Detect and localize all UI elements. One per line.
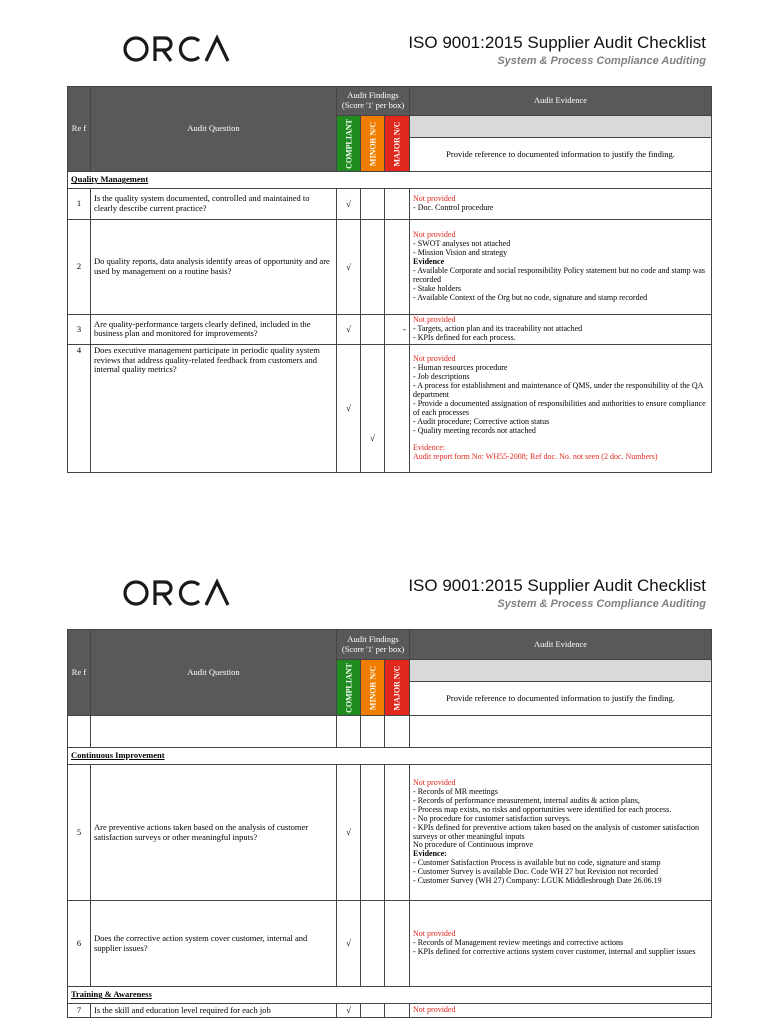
row-minor	[361, 189, 385, 220]
evidence-header: Audit Evidence	[410, 630, 712, 660]
table-row	[68, 901, 712, 987]
orca-logo-mark	[122, 34, 232, 64]
minor-nc-column-header: MINOR N/C	[361, 116, 385, 172]
row-major	[385, 765, 410, 901]
compliant-column-header: COMPLIANT	[337, 660, 361, 716]
evidence-hint: Provide reference to documented information to justify the finding.	[410, 138, 712, 172]
evidence-subheader-blank	[410, 116, 712, 138]
evidence-hint: Provide reference to documented information to justify the finding.	[410, 682, 712, 716]
row-question: Is the quality system documented, controlled and maintained to clearly describe current practice?	[91, 189, 337, 220]
row-question: Does the corrective action system cover customer, internal and supplier issues?	[91, 901, 337, 987]
row-major	[385, 220, 410, 315]
row-evidence: Not provided - Doc. Control procedure	[410, 189, 712, 220]
table-row	[68, 1004, 712, 1018]
table-row	[68, 765, 712, 901]
document-subtitle: System & Process Compliance Auditing	[497, 598, 706, 610]
row-evidence: Not provided - SWOT analyses not attached - Mission Vision and strategy Evidence - Available Corporate and social responsibility Policy statement but no code and stamp was recorded - Stake holders - Available Context of the Org but no code, signature and stamp recorded	[410, 220, 712, 315]
row-ref: 1	[68, 189, 91, 220]
findings-header	[337, 630, 410, 660]
row-minor	[361, 765, 385, 901]
row-compliant: √	[337, 1004, 361, 1018]
minor-nc-column-header: MINOR N/C	[361, 660, 385, 716]
evidence-subheader-blank	[410, 660, 712, 682]
orca-logo-mark	[122, 578, 232, 608]
findings-header-line2: (Score '1' per box)	[341, 643, 405, 654]
row-question: Does executive management participate in periodic quality system reviews that address quality-related feedback from customers and internal quality metrics?	[91, 344, 337, 472]
page-1	[0, 0, 768, 500]
row-evidence: Not provided - Targets, action plan and its traceability not attached - KPIs defined for each process.	[410, 315, 712, 345]
row-major	[385, 189, 410, 220]
findings-header-line1: Audit Findings	[347, 633, 399, 644]
document-title: ISO 9001:2015 Supplier Audit Checklist	[408, 576, 706, 595]
row-evidence: Not provided - Records of Management review meetings and corrective actions - KPIs defined for corrective actions system cover customer, internal and supplier issues	[410, 901, 712, 987]
row-question: Is the skill and education level required for each job	[91, 1004, 337, 1018]
row-ref: 2	[68, 220, 91, 315]
table-row	[68, 189, 712, 220]
section-training-awareness: Training & Awareness	[68, 987, 712, 1004]
findings-header	[337, 87, 410, 116]
document-title: ISO 9001:2015 Supplier Audit Checklist	[408, 33, 706, 52]
row-question: Do quality reports, data analysis identify areas of opportunity and are used by management on a routine basis?	[91, 220, 337, 315]
row-ref: 6	[68, 901, 91, 987]
row-compliant: √	[337, 315, 361, 345]
row-question: Are quality-performance targets clearly defined, included in the business plan and monitored for improvements?	[91, 315, 337, 345]
ref-header: Re f	[68, 630, 91, 716]
row-ref: 5	[68, 765, 91, 901]
row-major	[385, 901, 410, 987]
findings-header-line2: (Score '1' per box)	[341, 100, 405, 110]
findings-header-line1: Audit Findings	[347, 90, 399, 101]
row-minor	[361, 901, 385, 987]
table-row	[68, 220, 712, 315]
section-continuous-improvement: Continuous Improvement	[68, 748, 712, 765]
audit-table-page-1	[67, 86, 712, 473]
row-evidence: Not provided - Human resources procedure - Job descriptions - A process for establishment and maintenance of QMS, under the responsibility of the QA department - Provide a documented assignation of responsibilities and authorities to ensure compliance of each processes - Audit procedure; Corrective action status - Quality meeting records not attached Evidence: Audit report form No: WH55-2008; Ref doc. No. not seen (2 doc. Numbers)	[410, 344, 712, 472]
page-2	[0, 540, 768, 1024]
orca-logo	[122, 34, 232, 64]
row-major	[385, 344, 410, 472]
table-row-empty	[68, 716, 712, 748]
row-compliant: √	[337, 344, 361, 472]
section-quality-management: Quality Management	[68, 172, 712, 189]
major-nc-column-header: MAJOR N/C	[385, 660, 410, 716]
row-major: -	[385, 315, 410, 345]
evidence-header: Audit Evidence	[410, 87, 712, 116]
orca-logo	[122, 578, 232, 608]
row-minor	[361, 220, 385, 315]
table-row	[68, 315, 712, 345]
row-ref: 4	[68, 344, 91, 472]
audit-table-page-2	[67, 629, 712, 1018]
row-evidence: Not provided	[410, 1004, 712, 1018]
row-compliant: √	[337, 189, 361, 220]
row-ref: 7	[68, 1004, 91, 1018]
row-question: Are preventive actions taken based on the analysis of customer satisfaction surveys or other meaningful inputs?	[91, 765, 337, 901]
row-minor	[361, 315, 385, 345]
question-header: Audit Question	[91, 87, 337, 172]
compliant-column-header: COMPLIANT	[337, 116, 361, 172]
row-minor: √	[361, 344, 385, 472]
row-compliant: √	[337, 765, 361, 901]
row-minor	[361, 1004, 385, 1018]
row-evidence: Not provided - Records of MR meetings - Records of performance measurement, internal audits & action plans, - Process map exists, no risks and opportunities were identified for each process. - No procedure for customer satisfaction surveys. - KPIs defined for preventive actions taken based on the analysis of customer satisfaction surveys or other meaningful inputs No procedure of Continuous improve Evidence: - Customer Satisfaction Process is available but no code, signature and stamp - Customer Survey is available Doc. Code WH 27 but Revision not recorded - Customer Survey (WH 27) Company: LGUK Middlesbrough Date 26.06.19	[410, 765, 712, 901]
row-major	[385, 1004, 410, 1018]
row-compliant: √	[337, 901, 361, 987]
document-subtitle: System & Process Compliance Auditing	[497, 55, 706, 67]
row-compliant: √	[337, 220, 361, 315]
row-ref: 3	[68, 315, 91, 345]
major-nc-column-header: MAJOR N/C	[385, 116, 410, 172]
table-row	[68, 344, 712, 472]
question-header: Audit Question	[91, 630, 337, 716]
ref-header: Re f	[68, 87, 91, 172]
